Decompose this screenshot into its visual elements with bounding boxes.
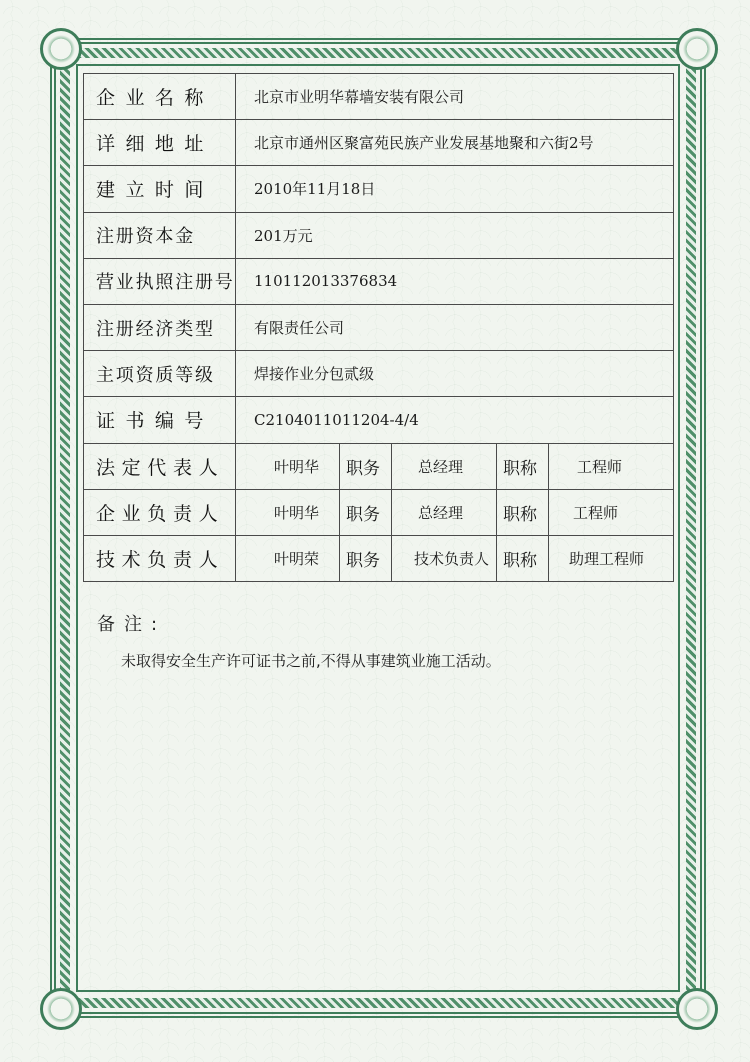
title-label: 职称: [497, 535, 549, 581]
table-row: [84, 74, 674, 120]
company-name-label: 企业名称: [84, 74, 236, 120]
certificate-info-table: [83, 73, 674, 582]
table-row: [84, 397, 674, 443]
legal-representative-title: 工程师: [549, 443, 674, 489]
business-license-value: 110112013376834: [236, 258, 674, 304]
table-row: [84, 489, 674, 535]
company-head-post: 总经理: [392, 489, 497, 535]
corner-ornament: [676, 988, 718, 1030]
notes-text: 未取得安全生产许可证书之前,不得从事建筑业施工活动。: [121, 652, 501, 670]
address-value: 北京市通州区聚富苑民族产业发展基地聚和六街2号: [236, 120, 674, 166]
business-license-label: 营业执照注册号: [84, 258, 236, 304]
qualification-level-label: 主项资质等级: [84, 351, 236, 397]
established-date-value: 2010年11月18日: [236, 166, 674, 212]
economic-type-value: 有限责任公司: [236, 304, 674, 350]
table-row: [84, 304, 674, 350]
company-head-title: 工程师: [549, 489, 674, 535]
corner-ornament: [40, 988, 82, 1030]
post-label: 职务: [340, 489, 392, 535]
corner-ornament: [40, 28, 82, 70]
title-label: 职称: [497, 489, 549, 535]
table-row: [84, 351, 674, 397]
table-row: [84, 258, 674, 304]
company-head-label: 企业负责人: [84, 489, 236, 535]
legal-representative-post: 总经理: [392, 443, 497, 489]
notes-title: 备注:: [97, 614, 167, 635]
registered-capital-value: 201万元: [236, 212, 674, 258]
company-head-name: 叶明华: [236, 489, 340, 535]
table-row: [84, 443, 674, 489]
technical-head-post: 技术负责人: [392, 535, 497, 581]
table-row: [84, 120, 674, 166]
certificate-number-value: C2104011011204-4/4: [236, 397, 674, 443]
table-row: [84, 535, 674, 581]
technical-head-name: 叶明荣: [236, 535, 340, 581]
table-row: [84, 212, 674, 258]
title-label: 职称: [497, 443, 549, 489]
qualification-level-value: 焊接作业分包贰级: [236, 351, 674, 397]
registered-capital-label: 注册资本金: [84, 212, 236, 258]
company-name-value: 北京市业明华幕墙安装有限公司: [236, 74, 674, 120]
legal-representative-name: 叶明华: [236, 443, 340, 489]
table-row: [84, 166, 674, 212]
post-label: 职务: [340, 535, 392, 581]
corner-ornament: [676, 28, 718, 70]
certificate-number-label: 证书编号: [84, 397, 236, 443]
post-label: 职务: [340, 443, 392, 489]
technical-head-title: 助理工程师: [549, 535, 674, 581]
established-date-label: 建立时间: [84, 166, 236, 212]
technical-head-label: 技术负责人: [84, 535, 236, 581]
legal-representative-label: 法定代表人: [84, 443, 236, 489]
economic-type-label: 注册经济类型: [84, 304, 236, 350]
address-label: 详细地址: [84, 120, 236, 166]
